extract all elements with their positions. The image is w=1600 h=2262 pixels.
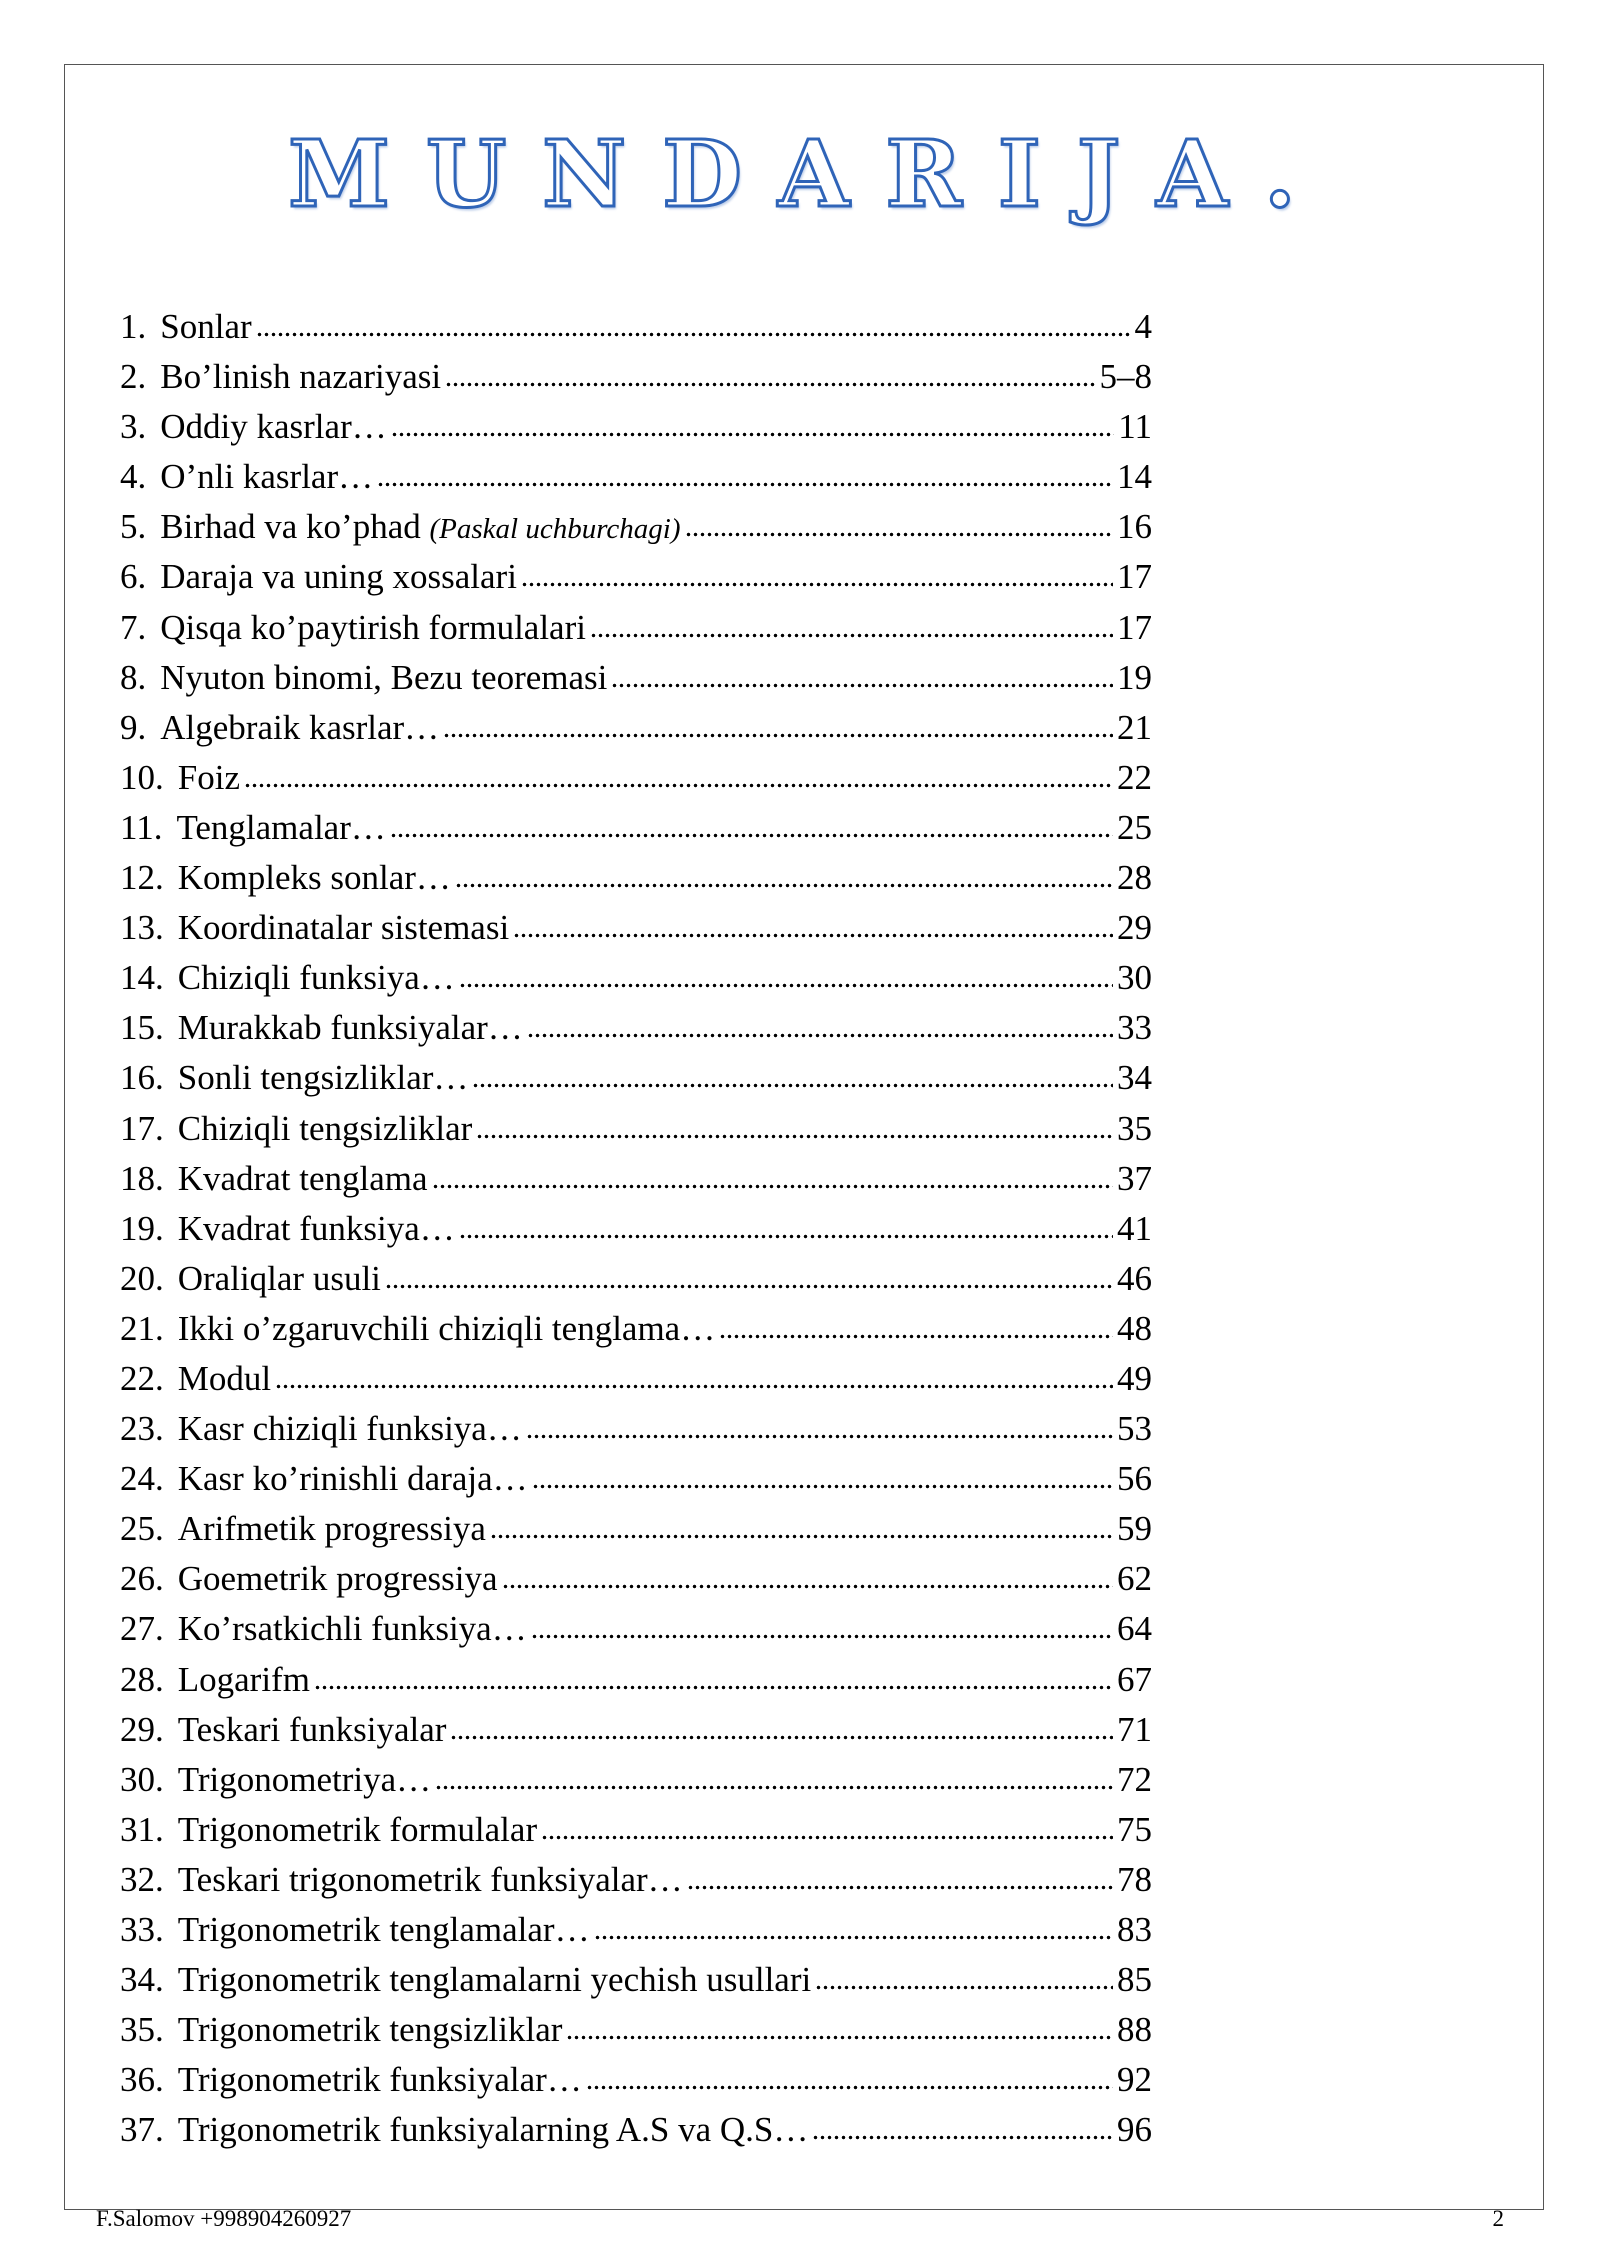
- toc-entry-title-wrap: [178, 1960, 811, 2000]
- toc-entry-title-wrap: [178, 1409, 522, 1449]
- toc-entry-number: 21.: [120, 1308, 164, 1348]
- toc-entry[interactable]: [120, 951, 1152, 1001]
- toc-entry-title: Kasr chiziqli funksiya…: [177, 1409, 522, 1449]
- toc-entry-page: 16: [1117, 507, 1152, 547]
- toc-entry-page: 92: [1117, 2060, 1152, 2100]
- toc-entry-number: 27.: [120, 1609, 164, 1649]
- toc-entry[interactable]: [120, 1352, 1152, 1402]
- toc-entry-page: 88: [1117, 2010, 1152, 2050]
- toc-entry-title-wrap: [178, 1259, 381, 1299]
- toc-entry-page: 71: [1117, 1709, 1152, 1749]
- footer-author: F.Salomov +998904260927: [96, 2206, 352, 2231]
- toc-entry-page: 46: [1117, 1258, 1152, 1298]
- toc-entry-number: 10.: [120, 757, 164, 797]
- footer-page-number: 2: [1492, 2206, 1504, 2231]
- toc-entry-page: 56: [1117, 1459, 1152, 1499]
- toc-entry-title-wrap: [178, 758, 240, 798]
- toc-entry-title: Trigonometriya…: [177, 1759, 432, 1799]
- toc-entry-title-wrap: [176, 808, 385, 848]
- toc-entry[interactable]: [120, 1302, 1152, 1352]
- toc-entry-number: 36.: [120, 2060, 164, 2100]
- dot-leader: [385, 1252, 1113, 1290]
- dot-leader: [594, 1903, 1113, 1941]
- dot-leader: [390, 801, 1113, 839]
- dot-leader: [459, 1202, 1113, 1240]
- toc-entry-number: 15.: [120, 1008, 164, 1048]
- dot-leader: [314, 1653, 1113, 1691]
- toc-entry-page: 33: [1117, 1008, 1152, 1048]
- toc-entry[interactable]: [120, 601, 1152, 651]
- toc-entry-title: Bo’linish nazariyasi: [160, 357, 442, 397]
- toc-entry-number: 33.: [120, 1910, 164, 1949]
- toc-entry[interactable]: [120, 751, 1152, 801]
- toc-entry-title-wrap: [178, 908, 509, 948]
- toc-entry-number: 31.: [120, 1809, 164, 1849]
- toc-entry-title-wrap: [178, 1008, 523, 1048]
- toc-entry[interactable]: [120, 1953, 1152, 2003]
- toc-entry-page: 30: [1117, 958, 1152, 998]
- toc-entry-title: Murakkab funksiyalar…: [177, 1008, 523, 1048]
- toc-entry-title-wrap: [178, 2060, 582, 2100]
- toc-entry-title: Trigonometrik tenglamalar…: [177, 1910, 590, 1949]
- toc-entry-page: 21: [1117, 707, 1152, 747]
- toc-entry-title-wrap: [160, 307, 251, 347]
- dot-leader: [459, 951, 1113, 989]
- toc-entry-number: 25.: [120, 1509, 164, 1549]
- toc-entry-page: 48: [1117, 1308, 1152, 1348]
- toc-entry-title: Trigonometrik tenglamalarni yechish usullari: [177, 1960, 812, 2000]
- toc-entry-title-wrap: [178, 1660, 310, 1700]
- toc-entry-number: 4.: [120, 457, 147, 497]
- toc-entry-number: 11.: [120, 807, 163, 847]
- toc-entry-page: 41: [1117, 1208, 1152, 1248]
- toc-entry-title-wrap: [178, 1760, 431, 1800]
- dot-leader: [566, 2003, 1113, 2041]
- toc-entry-title: Trigonometrik funksiyalar…: [177, 2060, 582, 2100]
- toc-entry-title-wrap: [178, 1559, 498, 1599]
- toc-entry[interactable]: [120, 651, 1152, 701]
- toc-entry-title-wrap: [160, 357, 441, 397]
- toc-entry-number: 13.: [120, 908, 164, 948]
- toc-entry-title: Sonli tengsizliklar…: [177, 1058, 469, 1098]
- dot-leader: [526, 1402, 1113, 1440]
- toc-entry-page: 11: [1118, 407, 1152, 447]
- dot-leader: [590, 601, 1113, 639]
- toc-entry-page: 49: [1117, 1358, 1152, 1398]
- toc-entry-number: 14.: [120, 958, 164, 998]
- toc-entry-number: 37.: [120, 2110, 164, 2150]
- toc-entry[interactable]: [120, 1653, 1152, 1703]
- toc-entry[interactable]: [120, 801, 1152, 851]
- toc-entry-page: 83: [1117, 1910, 1152, 1949]
- toc-entry-number: 3.: [120, 407, 147, 447]
- toc-entry-title: Sonlar: [160, 307, 252, 346]
- toc-entry[interactable]: [120, 1853, 1152, 1903]
- toc-entry-page: 34: [1117, 1058, 1152, 1098]
- toc-entry-note: (Paskal uchburchagi): [429, 513, 681, 546]
- toc-entry[interactable]: [120, 1903, 1152, 1953]
- toc-entry-title: O’nli kasrlar…: [160, 457, 374, 497]
- toc-entry-title-wrap: [178, 1159, 428, 1199]
- dot-leader: [391, 400, 1115, 438]
- toc-entry-page: 35: [1117, 1108, 1152, 1148]
- toc-entry-page: 4: [1134, 307, 1152, 346]
- toc-entry[interactable]: [120, 901, 1152, 951]
- toc-entry-number: 9.: [120, 707, 147, 747]
- toc-entry-title-wrap: [160, 557, 517, 597]
- toc-entry-page: 59: [1117, 1509, 1152, 1549]
- toc-entry-title-wrap: [178, 1209, 455, 1249]
- toc-entry-title-wrap: [178, 1509, 486, 1549]
- toc-entry-title: Koordinatalar sistemasi: [177, 908, 510, 948]
- toc-entry[interactable]: [120, 400, 1152, 450]
- toc-entry[interactable]: [120, 1502, 1152, 1552]
- toc-entry-title-wrap: [160, 507, 680, 547]
- toc-entry-page: 72: [1117, 1759, 1152, 1799]
- dot-leader: [377, 450, 1113, 488]
- toc-entry-title-wrap: [178, 1109, 473, 1149]
- toc-entry[interactable]: [120, 1452, 1152, 1502]
- toc-entry-title: Foiz: [177, 757, 240, 797]
- toc-entry-number: 23.: [120, 1409, 164, 1449]
- toc-entry-title-wrap: [178, 1710, 447, 1750]
- toc-entry-title-wrap: [178, 1609, 527, 1649]
- toc-entry-title-wrap: [178, 1910, 590, 1950]
- toc-entry-number: 29.: [120, 1709, 164, 1749]
- toc-entry-page: 5–8: [1099, 357, 1152, 397]
- toc-entry-title-wrap: [160, 457, 373, 497]
- toc-entry-title-wrap: [160, 407, 386, 447]
- toc-entry[interactable]: [120, 1602, 1152, 1652]
- dot-leader: [719, 1302, 1113, 1340]
- toc-entry-title: Nyuton binomi, Bezu teoremasi: [160, 657, 608, 697]
- toc-entry[interactable]: [120, 2053, 1152, 2103]
- toc-entry-page: 53: [1117, 1409, 1152, 1449]
- toc-entry[interactable]: [120, 550, 1152, 600]
- dot-leader: [256, 300, 1131, 338]
- dot-leader: [450, 1703, 1113, 1741]
- toc-entry-title: Modul: [177, 1358, 272, 1398]
- dot-leader: [532, 1452, 1113, 1490]
- toc-entry-title-wrap: [160, 608, 586, 648]
- toc-entry-title-wrap: [178, 2110, 809, 2150]
- toc-entry-title-wrap: [160, 708, 439, 748]
- toc-entry-page: 75: [1117, 1809, 1152, 1849]
- toc-entry-title-wrap: [178, 858, 451, 898]
- toc-entry-number: 28.: [120, 1659, 164, 1699]
- toc-entry[interactable]: [120, 1102, 1152, 1152]
- toc-entry[interactable]: [120, 500, 1152, 550]
- toc-entry-title: Chiziqli funksiya…: [177, 958, 455, 998]
- dot-leader: [521, 550, 1113, 588]
- toc-entry[interactable]: [120, 701, 1152, 751]
- toc-entry-title-wrap: [178, 2010, 563, 2050]
- toc-entry[interactable]: [120, 450, 1152, 500]
- toc-entry-title: Oddiy kasrlar…: [160, 407, 387, 447]
- toc-entry-number: 5.: [120, 507, 147, 547]
- toc-entry-title: Ikki o’zgaruvchili chiziqli tenglama…: [177, 1308, 716, 1348]
- toc-entry[interactable]: [120, 1703, 1152, 1753]
- toc-entry-title: Logarifm: [177, 1659, 310, 1699]
- toc-entry-title: Oraliqlar usuli: [177, 1258, 381, 1298]
- toc-entry[interactable]: [120, 1152, 1152, 1202]
- toc-entry-title-wrap: [178, 1459, 528, 1499]
- dot-leader: [502, 1552, 1113, 1590]
- toc-entry[interactable]: [120, 1051, 1152, 1101]
- toc-entry-title: Daraja va uning xossalari: [160, 557, 517, 597]
- toc-entry[interactable]: [120, 300, 1152, 350]
- toc-entry[interactable]: [120, 851, 1152, 901]
- dot-leader: [687, 1853, 1113, 1891]
- toc-entry-title: Birhad va ko’phad: [160, 507, 421, 547]
- toc-entry-number: 17.: [120, 1108, 164, 1148]
- toc-entry-title: Goemetrik progressiya: [177, 1559, 498, 1599]
- toc-entry-page: 22: [1117, 757, 1152, 797]
- dot-leader: [435, 1753, 1113, 1791]
- toc-entry-title-wrap: [178, 1359, 271, 1399]
- toc-entry[interactable]: [120, 2003, 1152, 2053]
- toc-entry-number: 34.: [120, 1960, 164, 2000]
- dot-leader: [275, 1352, 1113, 1390]
- dot-leader: [455, 851, 1113, 889]
- toc-entry-page: 37: [1117, 1158, 1152, 1198]
- dot-leader: [490, 1502, 1113, 1540]
- toc-entry[interactable]: [120, 1402, 1152, 1452]
- toc-entry-title-wrap: [178, 1058, 469, 1098]
- toc-entry-title: Arifmetik progressiya: [177, 1509, 486, 1549]
- dot-leader: [443, 701, 1113, 739]
- toc-entry-number: 22.: [120, 1358, 164, 1398]
- toc-entry[interactable]: [120, 1001, 1152, 1051]
- toc-entry-number: 2.: [120, 357, 147, 397]
- toc-entry-title: Kasr ko’rinishli daraja…: [177, 1459, 528, 1499]
- toc-entry-title: Chiziqli tengsizliklar: [177, 1108, 473, 1148]
- toc-entry-page: 62: [1117, 1559, 1152, 1599]
- toc-entry-page: 67: [1117, 1659, 1152, 1699]
- toc-entry-number: 12.: [120, 858, 164, 898]
- dot-leader: [527, 1001, 1113, 1039]
- toc-entry-page: 78: [1117, 1859, 1152, 1899]
- toc-entry-number: 7.: [120, 607, 147, 647]
- dot-leader: [611, 651, 1113, 689]
- toc-entry[interactable]: [120, 1552, 1152, 1602]
- toc-entry-title: Algebraik kasrlar…: [160, 707, 440, 747]
- toc-entry-title-wrap: [178, 958, 455, 998]
- toc-entry-page: 96: [1117, 2110, 1152, 2150]
- toc-entry-page: 17: [1117, 607, 1152, 647]
- toc-entry[interactable]: [120, 1753, 1152, 1803]
- toc-entry-page: 85: [1117, 1960, 1152, 2000]
- toc-entry[interactable]: [120, 1202, 1152, 1252]
- toc-entry-number: 18.: [120, 1158, 164, 1198]
- dot-leader: [432, 1152, 1113, 1190]
- toc-entry-number: 35.: [120, 2010, 164, 2050]
- toc-entry-number: 16.: [120, 1058, 164, 1098]
- toc-entry-title: Kvadrat tenglama: [177, 1158, 428, 1198]
- toc-entry-page: 29: [1117, 908, 1152, 948]
- toc-entry-title: Kvadrat funksiya…: [177, 1208, 455, 1248]
- toc-entry-title-wrap: [178, 1860, 683, 1900]
- dot-leader: [815, 1953, 1113, 1991]
- toc-entry-title-wrap: [178, 1309, 715, 1349]
- toc-entry[interactable]: [120, 1803, 1152, 1853]
- toc-entry[interactable]: [120, 350, 1152, 400]
- toc-entry-title: Teskari funksiyalar: [177, 1709, 447, 1749]
- toc-entry-title: Tenglamalar…: [176, 807, 386, 847]
- toc-entry-number: 32.: [120, 1859, 164, 1899]
- dot-leader: [541, 1803, 1113, 1841]
- toc-entry-page: 28: [1117, 858, 1152, 898]
- toc-entry-number: 19.: [120, 1208, 164, 1248]
- dot-leader: [513, 901, 1113, 939]
- toc-entry-title: Trigonometrik formulalar: [177, 1809, 538, 1849]
- dot-leader: [244, 751, 1113, 789]
- toc-entry-title: Teskari trigonometrik funksiyalar…: [177, 1859, 683, 1899]
- toc-entry-title: Trigonometrik funksiyalarning A.S va Q.S…: [177, 2110, 809, 2150]
- toc-entry-number: 26.: [120, 1559, 164, 1599]
- dot-leader: [476, 1102, 1113, 1140]
- table-of-contents: [120, 300, 1152, 2153]
- toc-entry-title: Ko’rsatkichli funksiya…: [177, 1609, 527, 1649]
- toc-entry-title-wrap: [178, 1810, 537, 1850]
- toc-entry-title-wrap: [160, 658, 607, 698]
- toc-entry-number: 6.: [120, 557, 147, 597]
- toc-entry-page: 19: [1117, 657, 1152, 697]
- toc-entry[interactable]: [120, 2103, 1152, 2153]
- toc-entry-number: 30.: [120, 1759, 164, 1799]
- dot-leader: [812, 2103, 1113, 2141]
- dot-leader: [531, 1602, 1113, 1640]
- toc-entry-number: 8.: [120, 657, 147, 697]
- toc-entry-title: Trigonometrik tengsizliklar: [177, 2010, 563, 2050]
- toc-entry-title: Qisqa ko’paytirish formulalari: [160, 607, 586, 647]
- toc-entry-page: 17: [1117, 557, 1152, 597]
- toc-entry[interactable]: [120, 1252, 1152, 1302]
- toc-entry-title: Kompleks sonlar…: [177, 858, 451, 898]
- dot-leader: [586, 2053, 1113, 2091]
- toc-entry-page: 25: [1117, 807, 1152, 847]
- dot-leader: [445, 350, 1095, 388]
- toc-entry-page: 64: [1117, 1609, 1152, 1649]
- dot-leader: [685, 500, 1114, 538]
- dot-leader: [472, 1051, 1113, 1089]
- toc-entry-number: 1.: [120, 307, 147, 346]
- toc-entry-number: 20.: [120, 1258, 164, 1298]
- page-title: MUNDARIJA.: [288, 120, 1332, 228]
- toc-entry-page: 14: [1117, 457, 1152, 497]
- toc-entry-number: 24.: [120, 1459, 164, 1499]
